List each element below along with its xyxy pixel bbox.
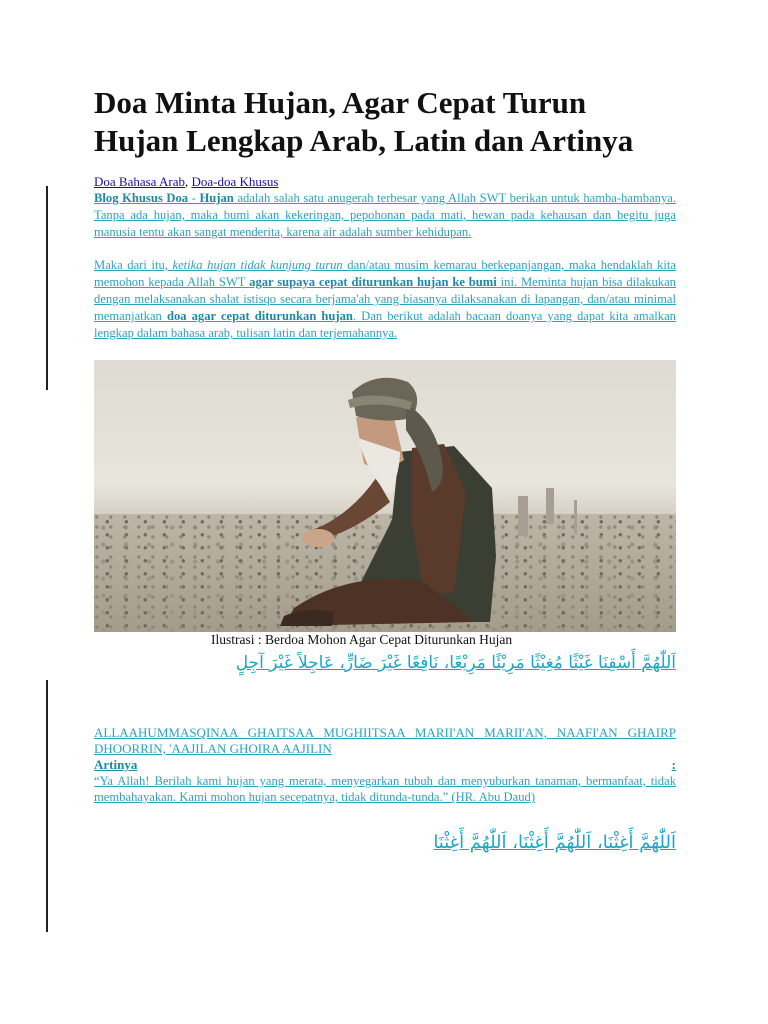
artinya-label: Artinya <box>94 757 138 772</box>
latin-transliteration[interactable]: ALLAAHUMMASQINAA GHAITSAA MUGHIITSAA MARII'AN MARII'AN, NAAFI'AN GHAIRP DHOORRIN, 'AAJILAN GHOIRA AAJILIN <box>94 725 676 756</box>
illustration-photo <box>94 360 676 632</box>
translation-text[interactable]: “Ya Allah! Berilah kami hujan yang merata, menyegarkan tubuh dan menyuburkan tanaman, bermanfaat, tidak membahayakan. Kami mohon hujan secepatnya, tidak ditunda-tunda.” (HR. Abu Daud) <box>94 774 676 804</box>
category-links <box>94 174 676 190</box>
artinya-heading[interactable] <box>94 757 676 773</box>
article-title: Doa Minta Hujan, Agar Cepat Turun Hujan Lengkap Arab, Latin dan Artinya <box>94 85 634 158</box>
category-link-doa-doa-khusus[interactable]: Doa-doa Khusus <box>191 174 279 189</box>
arabic-prayer-1[interactable]: اَللّٰهُمَّ أَسْقِنَا غَيْثًا مُغِيْثًا مَرِيْئًا مَرِيْعًا، نَافِعًا غَيْرَ ضَارٍّ، عَاجِلاً غَيْرَ آجِلٍ <box>235 653 676 673</box>
arabic-prayer-2[interactable]: اَللّٰهُمَّ أَغِثْنَا، اَللّٰهُمَّ أَغِثْنَا، اَللّٰهُمَّ أَغِثْنَا <box>433 832 676 853</box>
topic-name: Hujan <box>199 191 234 205</box>
intro-paragraph[interactable]: Blog Khusus Doa - Hujan adalah salah satu anugerah terbesar yang Allah SWT berikan untuk hamba-hambanya. Tanpa ada hujan, maka bumi akan kekeringan, pepohonan pada mati, hewan pada kehausan dan begitu juga manusia tentu akan sangat menderita, karena air adalah sumber kehidupan. <box>94 191 676 239</box>
artinya-colon: : <box>671 757 676 772</box>
margin-rule-top <box>46 186 48 390</box>
margin-rule-bottom <box>46 680 48 932</box>
category-separator: , <box>184 174 189 189</box>
second-paragraph[interactable]: Maka dari itu, ketika hujan tidak kunjung turun dan/atau musim kemarau berkepanjangan, maka hendaklah kita memohon kepada Allah SWT agar supaya cepat diturunkan hujan ke bumi ini. Meminta hujan bisa dilakukan dengan melaksanakan shalat istisqo secara berjama'ah yang biasanya dilaksanakan di lapangan, dan/atau minimal memanjatkan doa agar cepat diturunkan hujan. Dan berikut adalah bacaan doanya yang dapat kita amalkan lengkap dalam bahasa arab, tulisan latin dan terjemahannya. <box>94 258 676 340</box>
praying-man-figure <box>94 360 676 632</box>
latin-block <box>94 725 676 805</box>
image-caption: Ilustrasi : Berdoa Mohon Agar Cepat Diturunkan Hujan <box>211 632 513 647</box>
blog-name: Blog Khusus Doa <box>94 191 189 205</box>
article <box>94 84 676 855</box>
category-link-doa-bahasa-arab[interactable]: Doa Bahasa Arab <box>94 174 185 189</box>
